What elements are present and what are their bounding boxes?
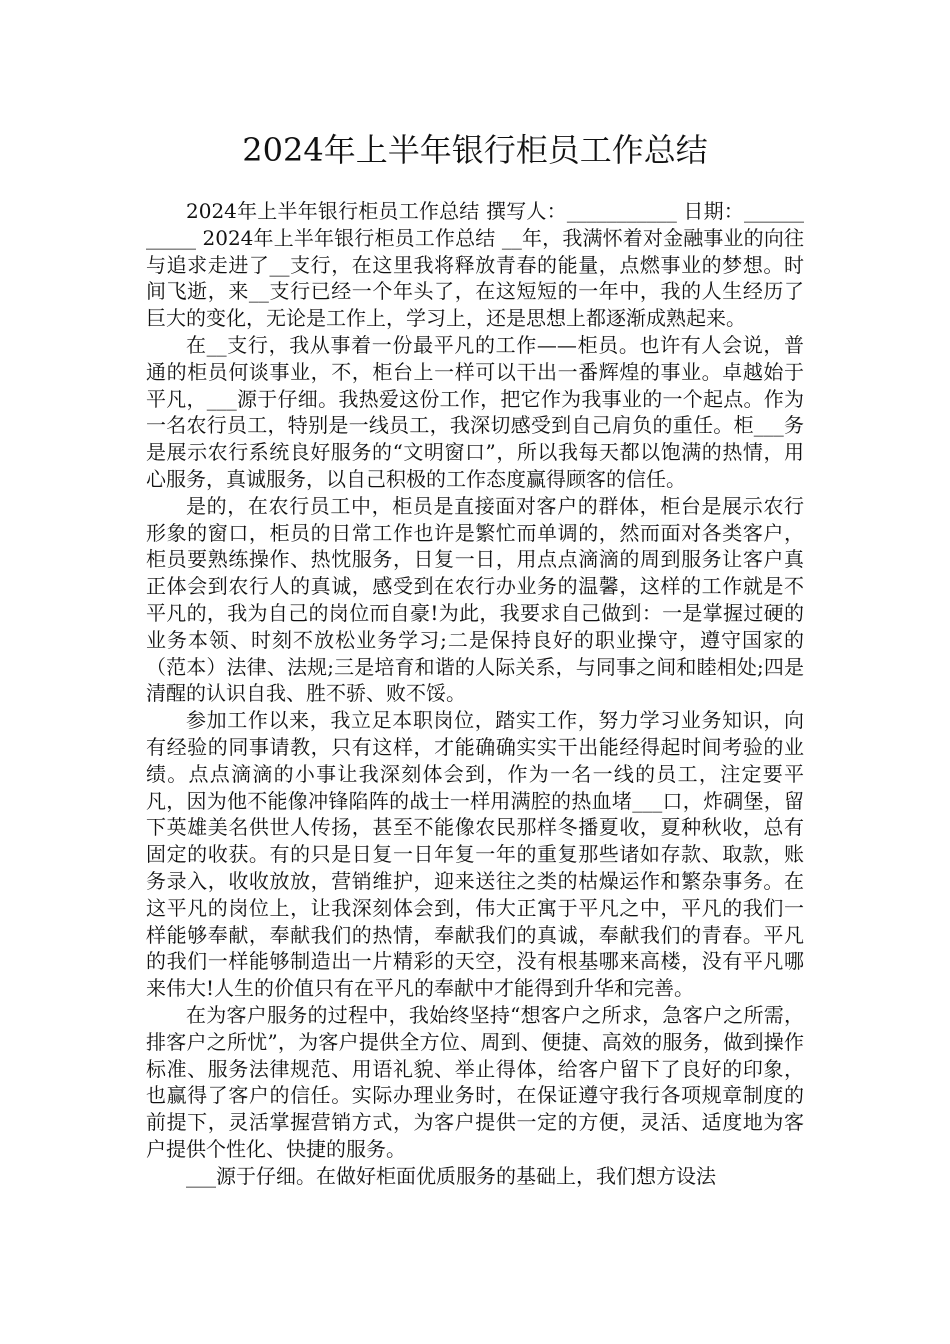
paragraph-ordinary-dedication: 参加工作以来，我立足本职岗位，踏实工作，努力学习业务知识，向有经验的同事请教，只有这样，才能确确实实干出能经得起时间考验的业绩。点点滴滴的小事让我深刻体会到，作为一名一线的员工，注定要平凡，因为他不能像冲锋陷阵的战士一样用满腔的热血堵___口，炸碉堡，留下英雄美名供世人传扬，甚至不能像农民那样冬播夏收，夏种秋收，总有固定的收获。有的只是日复一日年复一年的重复那些诸如存款、取款，账务录入，收收放放，营销维护，迎来送往之类的枯燥运作和繁杂事务。在这平凡的岗位上，让我深刻体会到，伟大正寓于平凡之中，平凡的我们一样能够奉献，奉献我们的热情，奉献我们的真诚，奉献我们的青春。平凡的我们一样能够制造出一片精彩的天空，没有根基哪来高楼，没有平凡哪来伟大!人生的价值只有在平凡的奉献中才能得到升华和完善。 xyxy=(146,708,804,1001)
paragraph-customer-facing: 是的，在农行员工中，柜员是直接面对客户的群体，柜台是展示农行形象的窗口，柜员的日常工作也许是繁忙而单调的，然而面对各类客户，柜员要熟练操作、热忱服务，日复一日，用点点滴滴的周到服务让客户真正体会到农行人的真诚，感受到在农行办业务的温馨，这样的工作就是不平凡的，我为自己的岗位而自豪!为此，我要求自己做到：一是掌握过硬的业务本领、时刻不放松业务学习;二是保持良好的职业操守，遵守国家的（范本）法律、法规;三是培育和谐的人际关系，与同事之间和睦相处;四是清醒的认识自我、胜不骄、败不馁。 xyxy=(146,493,804,706)
paragraph-continued: ___源于仔细。在做好柜面优质服务的基础上，我们想方设法 xyxy=(186,1163,716,1188)
paragraph-teller-work: 在__支行，我从事着一份最平凡的工作——柜员。也许有人会说，普通的柜员何谈事业，不，柜台上一样可以干出一番辉煌的事业。卓越始于平凡，___源于仔细。我热爱这份工作，把它作为我事业的一个起点。作为一名农行员工，特别是一线员工，我深切感受到自己肩负的重任。柜___务是展示农行系统良好服务的“文明窗口”，所以我每天都以饱满的热情，用心服务，真诚服务，以自己积极的工作态度赢得顾客的信任。 xyxy=(146,332,804,491)
paragraph-intro: 2024年上半年银行柜员工作总结 撰写人：___________ 日期：___________ 2024年上半年银行柜员工作总结 __年，我满怀着对金融事业的向往与追求走进了__支行，在这里我将释放青春的能量，点燃事业的梦想。时间飞逝，来__支行已经一个年头了，在这短短的一年中，我的人生经历了巨大的变化，无论是工作上，学习上，还是思想上都逐渐成熟起来。 xyxy=(146,199,804,331)
document-body xyxy=(146,198,804,1189)
document-title: 2024年上半年银行柜员工作总结 xyxy=(242,131,708,169)
paragraph-customer-service: 在为客户服务的过程中，我始终坚持“想客户之所求，急客户之所需，排客户之所忧”，为客户提供全方位、周到、便捷、高效的服务，做到操作标准、服务法律规范、用语礼貌、举止得体，给客户留下了良好的印象，也赢得了客户的信任。实际办理业务时，在保证遵守我行各项规章制度的前提下，灵活掌握营销方式，为客户提供一定的方便，灵活、适度地为客户提供个性化、快捷的服务。 xyxy=(146,1002,804,1161)
